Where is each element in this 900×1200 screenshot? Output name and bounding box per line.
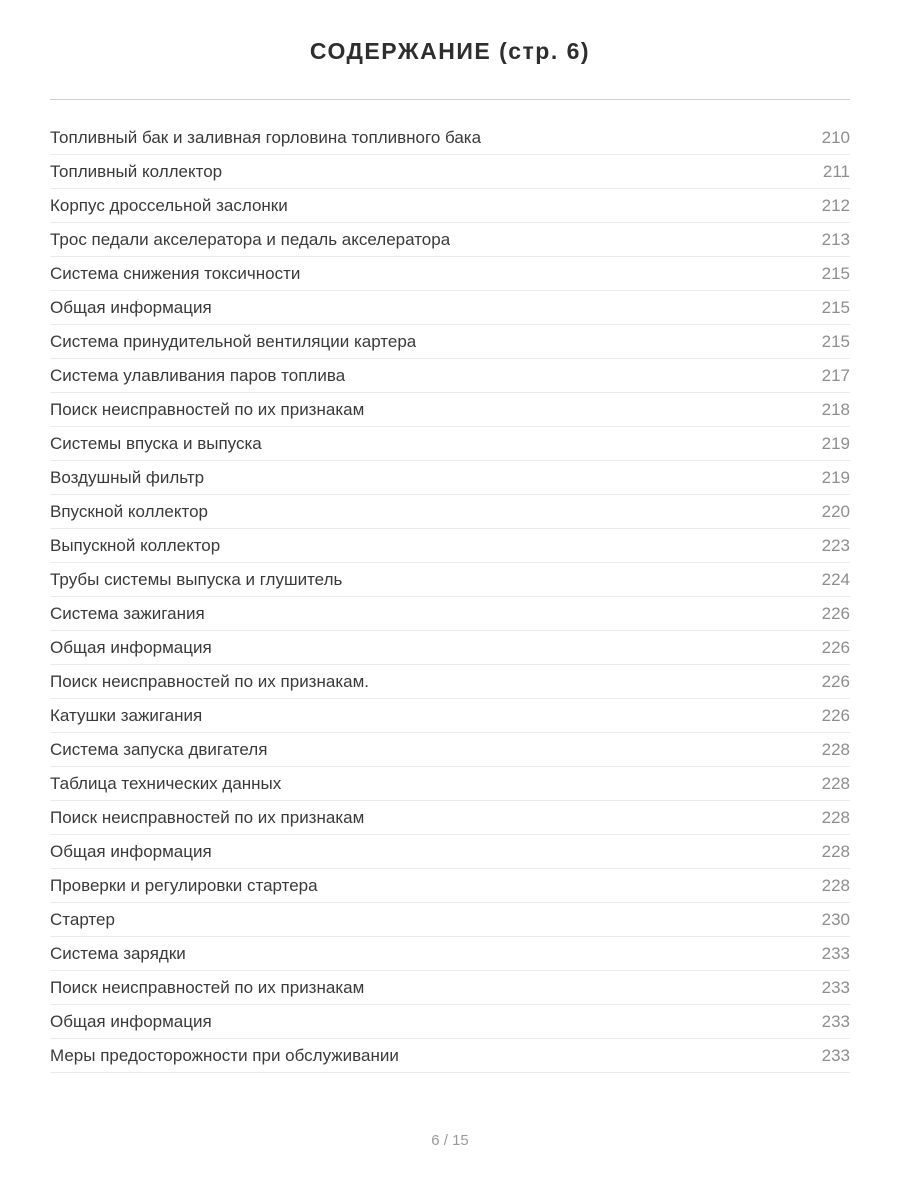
toc-entry-page-number: 226 xyxy=(821,603,850,623)
toc-entry[interactable] xyxy=(50,155,850,189)
toc-entry-title: Проверки и регулировки стартера xyxy=(50,875,318,895)
toc-entry[interactable] xyxy=(50,121,850,155)
toc-entry-title: Поиск неисправностей по их признакам xyxy=(50,399,365,419)
toc-entry-page-number: 211 xyxy=(822,161,850,181)
toc-entry-title: Трубы системы выпуска и глушитель xyxy=(50,569,343,589)
toc-entry-title: Поиск неисправностей по их признакам xyxy=(50,977,365,997)
toc-entry[interactable] xyxy=(50,835,850,869)
toc-entry-title: Общая информация xyxy=(50,297,212,317)
toc-entry-page-number: 215 xyxy=(821,331,850,351)
toc-entry-page-number: 210 xyxy=(821,127,850,147)
toc-entry-title: Корпус дроссельной заслонки xyxy=(50,195,288,215)
toc-entry[interactable] xyxy=(50,937,850,971)
toc-entry[interactable] xyxy=(50,291,850,325)
page-title: СОДЕРЖАНИЕ (стр. 6) xyxy=(309,38,591,64)
toc-entry-page-number: 233 xyxy=(821,977,850,997)
toc-entry-page-number: 218 xyxy=(821,399,850,419)
toc-entry-page-number: 228 xyxy=(821,875,850,895)
title-divider xyxy=(50,99,850,100)
toc-entry[interactable] xyxy=(50,801,850,835)
toc-entry-page-number: 213 xyxy=(821,229,850,249)
toc-entry-title: Поиск неисправностей по их признакам. xyxy=(50,671,369,691)
toc-entry-title: Системы впуска и выпуска xyxy=(50,433,262,453)
toc-entry[interactable] xyxy=(50,257,850,291)
toc-entry-title: Поиск неисправностей по их признакам xyxy=(50,807,365,827)
pagination-indicator: 6 / 15 xyxy=(431,1132,469,1149)
toc-entry-page-number: 217 xyxy=(821,365,850,385)
toc-entry-title: Трос педали акселератора и педаль акселератора xyxy=(50,229,451,249)
toc-entry-title: Система снижения токсичности xyxy=(50,263,301,283)
toc-entry-page-number: 219 xyxy=(821,433,850,453)
toc-entry-title: Общая информация xyxy=(50,637,212,657)
toc-entry-title: Меры предосторожности при обслуживании xyxy=(50,1045,399,1065)
toc-entry[interactable] xyxy=(50,495,850,529)
toc-entry-page-number: 228 xyxy=(821,807,850,827)
toc-entry[interactable] xyxy=(50,631,850,665)
toc-entry-page-number: 223 xyxy=(821,535,850,555)
toc-entry-title: Система запуска двигателя xyxy=(50,739,268,759)
toc-entry[interactable] xyxy=(50,971,850,1005)
toc-entry-title: Система зажигания xyxy=(50,603,205,623)
toc-entry-title: Таблица технических данных xyxy=(50,773,282,793)
toc-entry[interactable] xyxy=(50,699,850,733)
toc-entry-page-number: 228 xyxy=(821,739,850,759)
toc-entry[interactable] xyxy=(50,733,850,767)
toc-entry-title: Система улавливания паров топлива xyxy=(50,365,346,385)
toc-entry-page-number: 226 xyxy=(821,705,850,725)
toc-entry-title: Топливный коллектор xyxy=(50,161,223,181)
toc-entry[interactable] xyxy=(50,903,850,937)
toc-entry-title: Общая информация xyxy=(50,1011,212,1031)
toc-entry-page-number: 233 xyxy=(821,943,850,963)
toc-entry[interactable] xyxy=(50,427,850,461)
toc-entry[interactable] xyxy=(50,359,850,393)
toc-entry[interactable] xyxy=(50,1039,850,1073)
toc-entry[interactable] xyxy=(50,1005,850,1039)
toc-entry-title: Стартер xyxy=(50,909,115,929)
toc-entry-page-number: 228 xyxy=(821,841,850,861)
toc-entry[interactable] xyxy=(50,393,850,427)
toc-entry[interactable] xyxy=(50,563,850,597)
toc-entry-page-number: 215 xyxy=(821,263,850,283)
toc-entry[interactable] xyxy=(50,665,850,699)
toc-entry-title: Общая информация xyxy=(50,841,212,861)
toc-entry-title: Выпускной коллектор xyxy=(50,535,221,555)
toc-entry-title: Система зарядки xyxy=(50,943,186,963)
toc-entry-title: Впускной коллектор xyxy=(50,501,208,521)
toc-entry[interactable] xyxy=(50,223,850,257)
toc-entry[interactable] xyxy=(50,767,850,801)
toc-entry[interactable] xyxy=(50,597,850,631)
toc-entry-page-number: 226 xyxy=(821,637,850,657)
toc-entry[interactable] xyxy=(50,529,850,563)
toc-entry-title: Топливный бак и заливная горловина топливного бака xyxy=(50,127,482,147)
toc-entry-page-number: 228 xyxy=(821,773,850,793)
toc-entry-page-number: 224 xyxy=(821,569,850,589)
toc-entry-title: Воздушный фильтр xyxy=(50,467,205,487)
toc-entry[interactable] xyxy=(50,189,850,223)
toc-entry-title: Катушки зажигания xyxy=(50,705,203,725)
page-header xyxy=(50,0,850,72)
toc-entry-page-number: 233 xyxy=(821,1011,850,1031)
toc-entry-page-number: 226 xyxy=(821,671,850,691)
toc-entry-page-number: 219 xyxy=(821,467,850,487)
toc-entry[interactable] xyxy=(50,869,850,903)
toc-entry-title: Система принудительной вентиляции картера xyxy=(50,331,417,351)
toc-entry-page-number: 220 xyxy=(821,501,850,521)
toc-entry-page-number: 233 xyxy=(821,1045,850,1065)
toc-entry-page-number: 212 xyxy=(821,195,850,215)
toc-list xyxy=(50,121,850,1073)
toc-entry-page-number: 230 xyxy=(821,909,850,929)
toc-entry[interactable] xyxy=(50,325,850,359)
toc-entry[interactable] xyxy=(50,461,850,495)
toc-entry-page-number: 215 xyxy=(821,297,850,317)
